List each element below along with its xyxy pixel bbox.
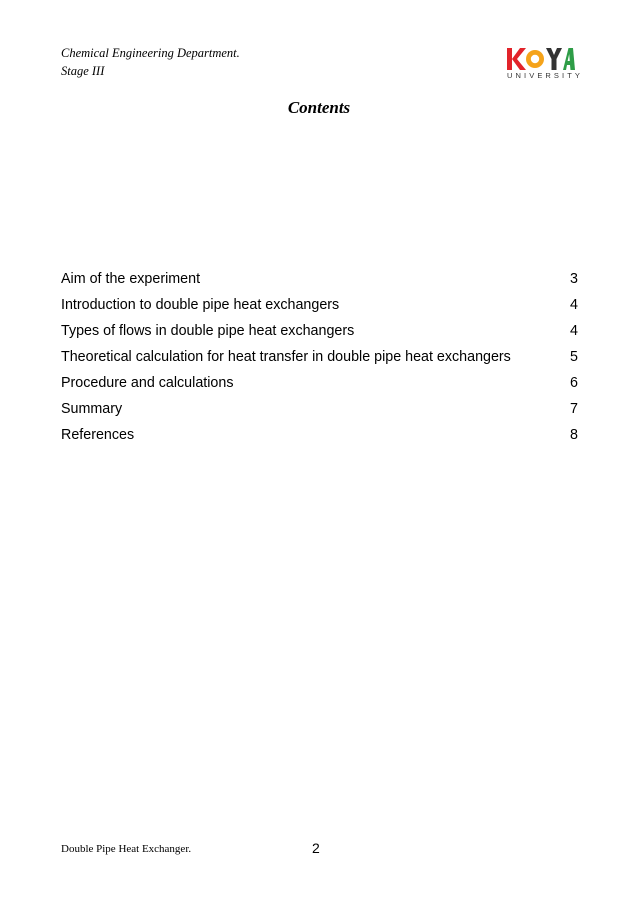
- koya-logo-mark: [507, 48, 575, 70]
- toc-entry-page: 3: [570, 271, 578, 287]
- toc-entry-title: References: [61, 427, 135, 443]
- page-header: [61, 44, 240, 80]
- toc-entry-page: 6: [570, 375, 578, 391]
- toc-entry-page: 4: [570, 297, 578, 313]
- page-title: Contents: [287, 98, 351, 117]
- toc-entry[interactable]: [61, 426, 578, 452]
- toc-entry-title: Summary: [61, 401, 123, 417]
- table-of-contents: [61, 270, 578, 452]
- toc-entry-page: 7: [570, 401, 578, 417]
- toc-entry-title: Types of flows in double pipe heat exchangers: [61, 323, 355, 339]
- toc-entry-title: Theoretical calculation for heat transfer in double pipe heat exchangers: [61, 349, 511, 365]
- toc-entry-title: Aim of the experiment: [61, 271, 201, 287]
- toc-entry-title: Introduction to double pipe heat exchangers: [61, 297, 340, 313]
- toc-entry[interactable]: [61, 270, 578, 296]
- footer-page-number: 2: [312, 840, 320, 856]
- toc-entry[interactable]: [61, 348, 578, 374]
- toc-entry-page: 8: [570, 427, 578, 443]
- stage-label: Stage III: [61, 64, 105, 78]
- toc-entry[interactable]: [61, 296, 578, 322]
- toc-entry[interactable]: [61, 374, 578, 400]
- department-label: Chemical Engineering Department.: [61, 46, 240, 60]
- toc-entry-title: Procedure and calculations: [61, 375, 234, 391]
- university-logo: [507, 48, 584, 80]
- footer-document-name: Double Pipe Heat Exchanger.: [61, 843, 192, 855]
- toc-entry[interactable]: [61, 400, 578, 426]
- toc-entry[interactable]: [61, 322, 578, 348]
- toc-entry-page: 4: [570, 323, 578, 339]
- university-wordmark: UNIVERSITY: [507, 71, 584, 80]
- toc-entry-page: 5: [570, 349, 578, 365]
